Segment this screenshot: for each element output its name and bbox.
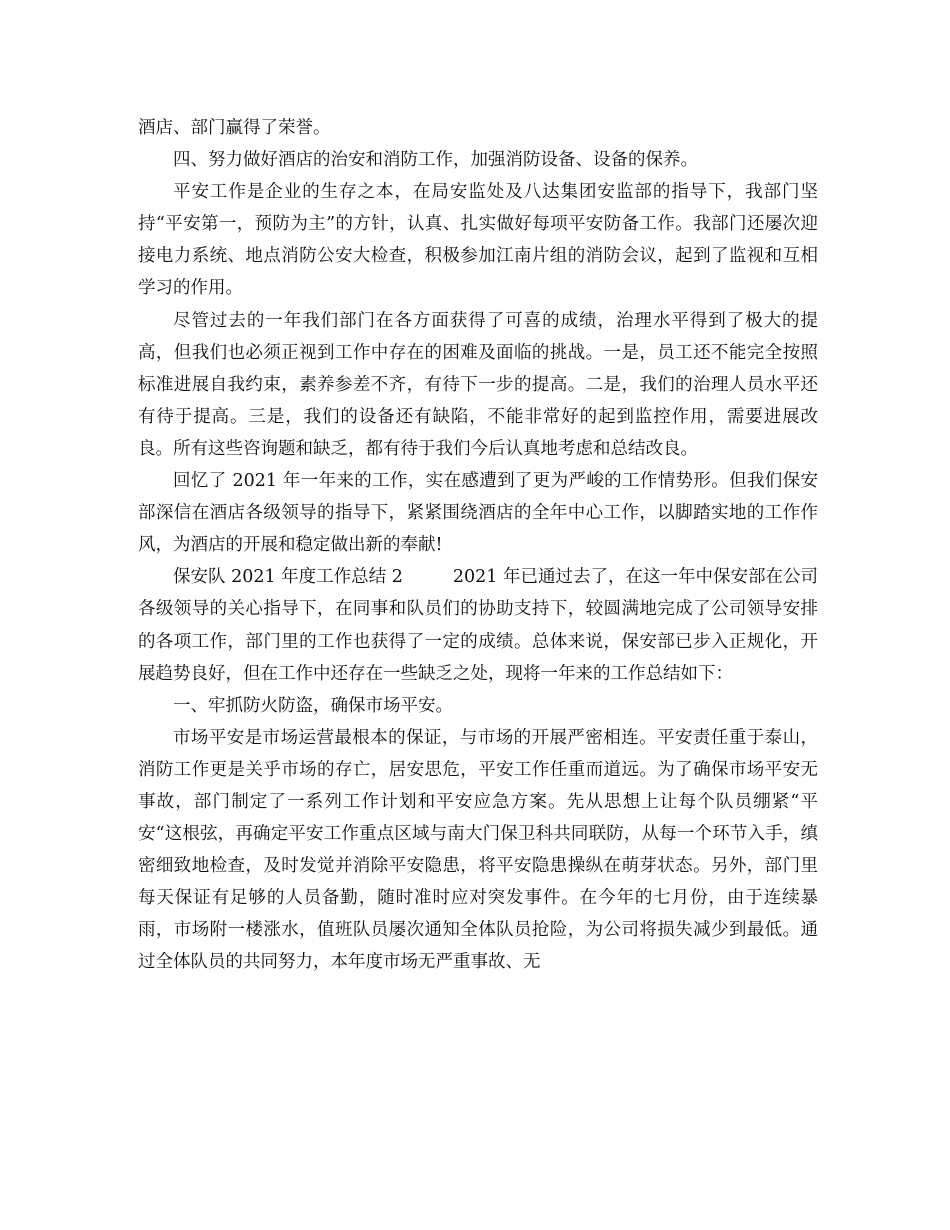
paragraph-challenges: 尽管过去的一年我们部门在各方面获得了可喜的成绩，治理水平得到了极大的提高，但我们也必须正视到工作中存在的困难及面临的挑战。一是，员工还不能完全按照标准进展自我约束，素养参差不齐，有待下一步的提高。二是，我们的治理人员水平还有待于提高。三是，我们的设备还有缺陷，不能非常好的起到监控作用，需要进展改良。所有这些咨询题和缺乏，都有待于我们今后认真地考虑和总结改良。 (138, 310, 818, 459)
document-body (138, 112, 818, 979)
paragraph-summary-two (138, 561, 818, 689)
summary-two-body: 2021 年已通过去了，在这一年中保安部在公司各级领导的关心指导下，在同事和队员们的协助支持下，较圆满地完成了公司领导安排的各项工作，部门里的工作也获得了一定的成绩。总体来说，保安部已步入正规化，开展趋势良好，但在工作中还存在一些缺乏之处，现将一年来的工作总结如下： (138, 567, 818, 684)
paragraph-honor-continuation: 酒店、部门赢得了荣誉。 (138, 118, 331, 138)
paragraph-market-safety: 市场平安是市场运营最根本的保证，与市场的开展严密相连。平安责任重于泰山，消防工作更是关乎市场的存亡，居安思危，平安工作任重而道远。为了确保市场平安无事故，部门制定了一系列工作计划和平安应急方案。先从思想上让每个队员绷紧“平安“这根弦，再确定平安工作重点区域与南大门保卫科共同联防，从每一个环节入手，缜密细致地检查，及时发觉并消除平安隐患，将平安隐患操纵在萌芽状态。另外，部门里每天保证有足够的人员备勤，随时准时应对突发事件。在今年的七月份，由于连续暴雨，市场附一楼涨水，值班队员屡次通知全体队员抢险，为公司将损失减少到最低。通过全体队员的共同努力，本年度市场无严重事故、无 (138, 727, 818, 973)
paragraph-section-one-heading: 一、牢抓防火防盗，确保市场平安。 (173, 695, 453, 716)
paragraph-section-four-heading: 四、努力做好酒店的治安和消防工作，加强消防设备、设备的保养。 (173, 150, 698, 171)
paragraph-safety-work: 平安工作是企业的生存之本，在局安监处及八达集团安监部的指导下，我部门坚持“平安第一，预防为主”的方针，认真、扎实做好每项平安防备工作。我部门还屡次迎接电力系统、地点消防公安大检查，积极参加江南片组的消防会议，起到了监视和互相学习的作用。 (138, 182, 818, 299)
summary-two-title: 保安队 2021 年度工作总结 2 (173, 567, 403, 588)
paragraph-review-2021: 回忆了 2021 年一年来的工作，实在感遭到了更为严峻的工作情势形。但我们保安部深信在酒店各级领导的指导下，紧紧围绕酒店的全年中心工作，以脚踏实地的工作作风，为酒店的开展和稳定做出新的奉献! (138, 471, 818, 556)
